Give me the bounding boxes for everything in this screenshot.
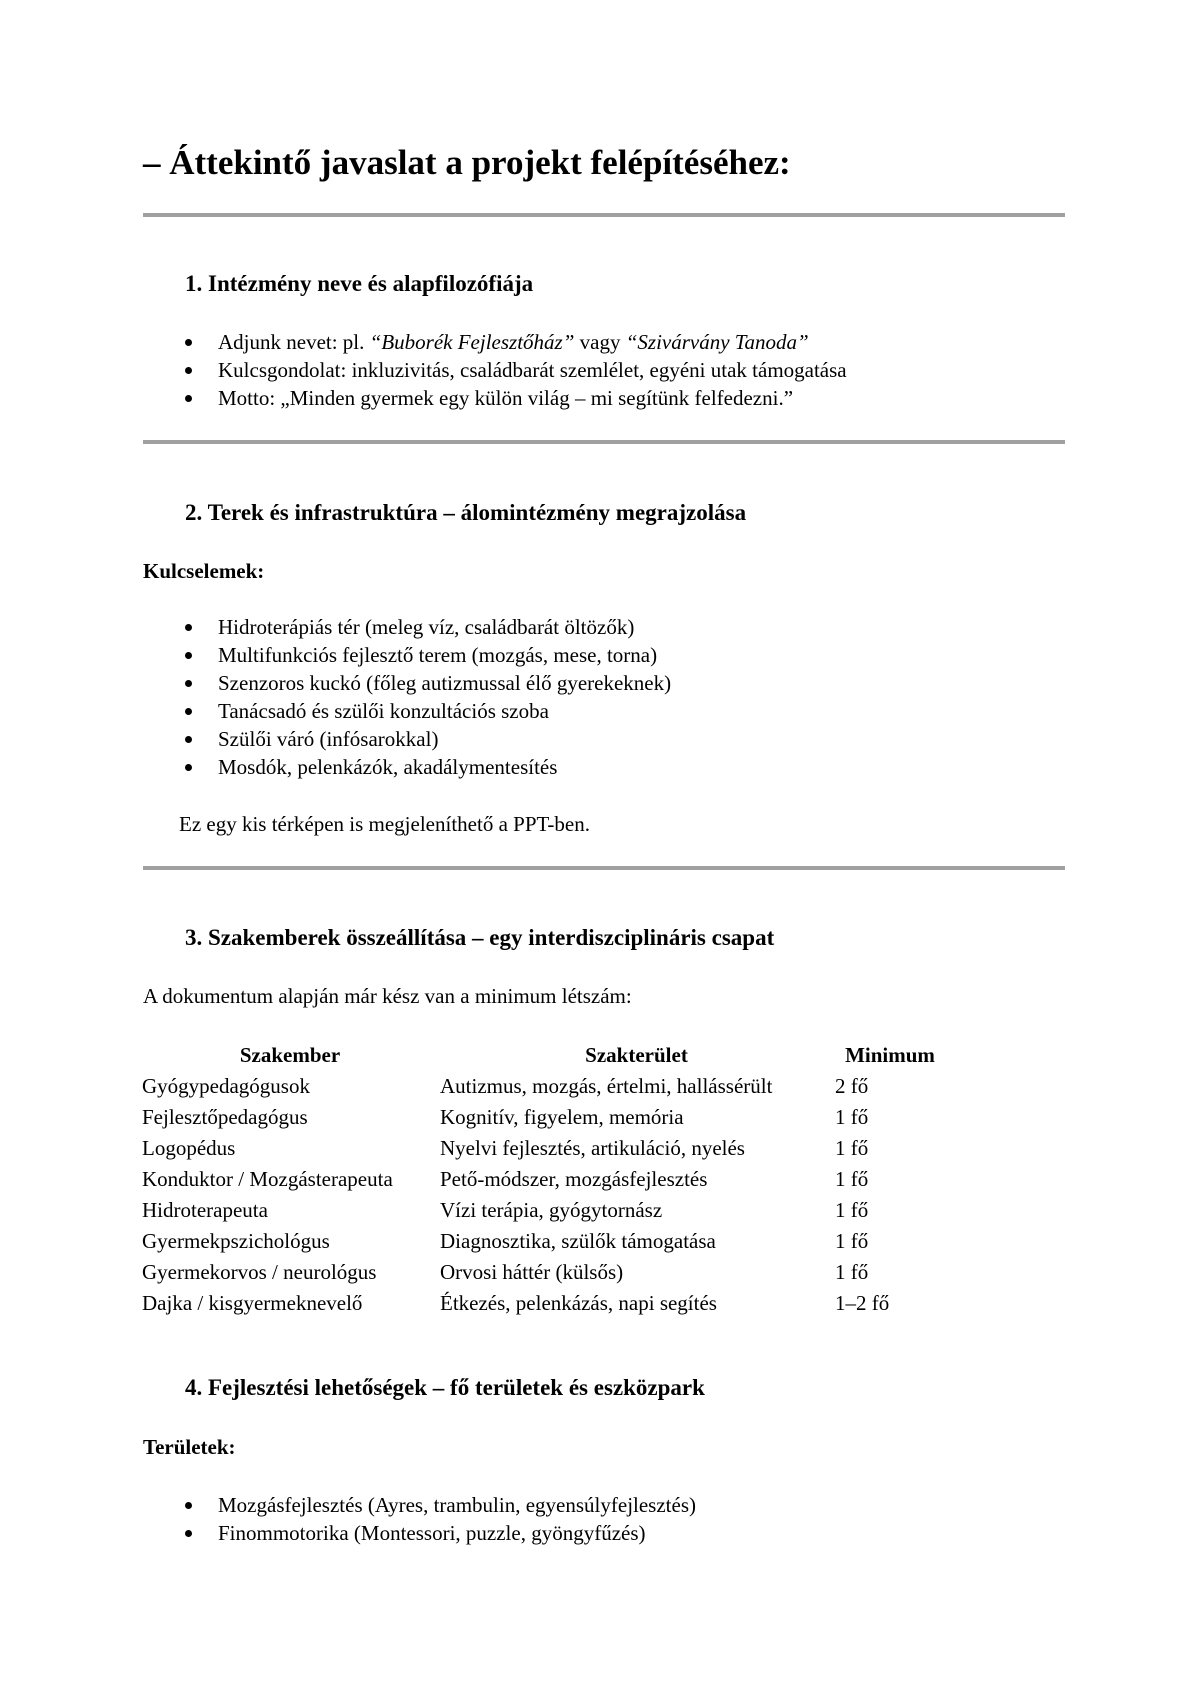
bullet-icon bbox=[185, 395, 192, 402]
table-row: Logopédus Nyelvi fejlesztés, artikuláció, nyelés 1 fő bbox=[142, 1136, 869, 1160]
list-item: Szülői váró (infósarokkal) bbox=[185, 725, 671, 753]
section-4-heading: 4. Fejlesztési lehetőségek – fő területek és eszközpark bbox=[185, 1375, 705, 1400]
section-4-bullet-list bbox=[185, 1491, 696, 1547]
column-header-specialist: Szakember bbox=[239, 1043, 341, 1067]
list-item: Tanácsadó és szülői konzultációs szoba bbox=[185, 697, 671, 725]
horizontal-rule bbox=[143, 440, 1065, 444]
section-4-label: Területek: bbox=[143, 1435, 236, 1459]
table-row: Konduktor / Mozgásterapeuta Pető-módszer, mozgásfejlesztés 1 fő bbox=[142, 1167, 869, 1191]
list-item: Szenzoros kuckó (főleg autizmussal élő gyerekeknek) bbox=[185, 669, 671, 697]
bullet-icon bbox=[185, 367, 192, 374]
list-item: Mozgásfejlesztés (Ayres, trambulin, egyensúlyfejlesztés) bbox=[185, 1491, 696, 1519]
table-row: Fejlesztőpedagógus Kognitív, figyelem, memória 1 fő bbox=[142, 1105, 869, 1129]
bullet-icon bbox=[185, 764, 192, 771]
bullet-icon bbox=[185, 624, 192, 631]
section-2-label: Kulcselemek: bbox=[143, 559, 265, 583]
section-1-heading: 1. Intézmény neve és alapfilozófiája bbox=[185, 271, 534, 296]
table-row: Dajka / kisgyermeknevelő Étkezés, pelenkázás, napi segítés 1–2 fő bbox=[142, 1291, 890, 1315]
table-row: Gyermekorvos / neurológus Orvosi háttér (külsős) 1 fő bbox=[142, 1260, 869, 1284]
bullet-icon bbox=[185, 652, 192, 659]
table-row: Hidroterapeuta Vízi terápia, gyógytornász 1 fő bbox=[142, 1198, 869, 1222]
list-item: Kulcsgondolat: inkluzivitás, családbarát szemlélet, egyéni utak támogatása bbox=[185, 356, 847, 384]
bullet-icon bbox=[185, 1530, 192, 1537]
bullet-icon bbox=[185, 1502, 192, 1509]
horizontal-rule bbox=[143, 866, 1065, 870]
section-2-bullet-list bbox=[185, 613, 671, 781]
section-3-heading: 3. Szakemberek összeállítása – egy interdiszciplináris csapat bbox=[185, 925, 775, 950]
list-item: Finommotorika (Montessori, puzzle, gyöngyfűzés) bbox=[185, 1519, 696, 1547]
table-header-row bbox=[141, 1040, 946, 1071]
list-item: Multifunkciós fejlesztő terem (mozgás, mese, torna) bbox=[185, 641, 671, 669]
section-2-heading: 2. Terek és infrastruktúra – álomintézmény megrajzolása bbox=[185, 500, 747, 525]
list-item: Mosdók, pelenkázók, akadálymentesítés bbox=[185, 753, 671, 781]
table-row: Gyermekpszichológus Diagnosztika, szülők támogatása 1 fő bbox=[142, 1229, 869, 1253]
staff-table bbox=[141, 1040, 946, 1319]
bullet-icon bbox=[185, 339, 192, 346]
section-3-intro: A dokumentum alapján már kész van a minimum létszám: bbox=[143, 984, 632, 1008]
horizontal-rule bbox=[143, 213, 1065, 217]
bullet-icon bbox=[185, 708, 192, 715]
list-item: Hidroterápiás tér (meleg víz, családbarát öltözők) bbox=[185, 613, 671, 641]
bullet-icon bbox=[185, 736, 192, 743]
page-title: – Áttekintő javaslat a projekt felépítéséhez: bbox=[143, 143, 791, 182]
section-2-note: Ez egy kis térképen is megjeleníthető a PPT-ben. bbox=[179, 812, 590, 836]
column-header-field: Szakterület bbox=[585, 1043, 688, 1067]
list-item: Motto: „Minden gyermek egy külön világ – mi segítünk felfedezni.” bbox=[185, 384, 847, 412]
column-header-minimum: Minimum bbox=[845, 1043, 935, 1067]
bullet-icon bbox=[185, 680, 192, 687]
section-1-bullet-list bbox=[185, 328, 847, 412]
table-row: Gyógypedagógusok Autizmus, mozgás, értelmi, hallássérült 2 fő bbox=[142, 1074, 869, 1098]
list-item: Adjunk nevet: pl. “Buborék Fejlesztőház” vagy “Szivárvány Tanoda” bbox=[185, 328, 847, 356]
